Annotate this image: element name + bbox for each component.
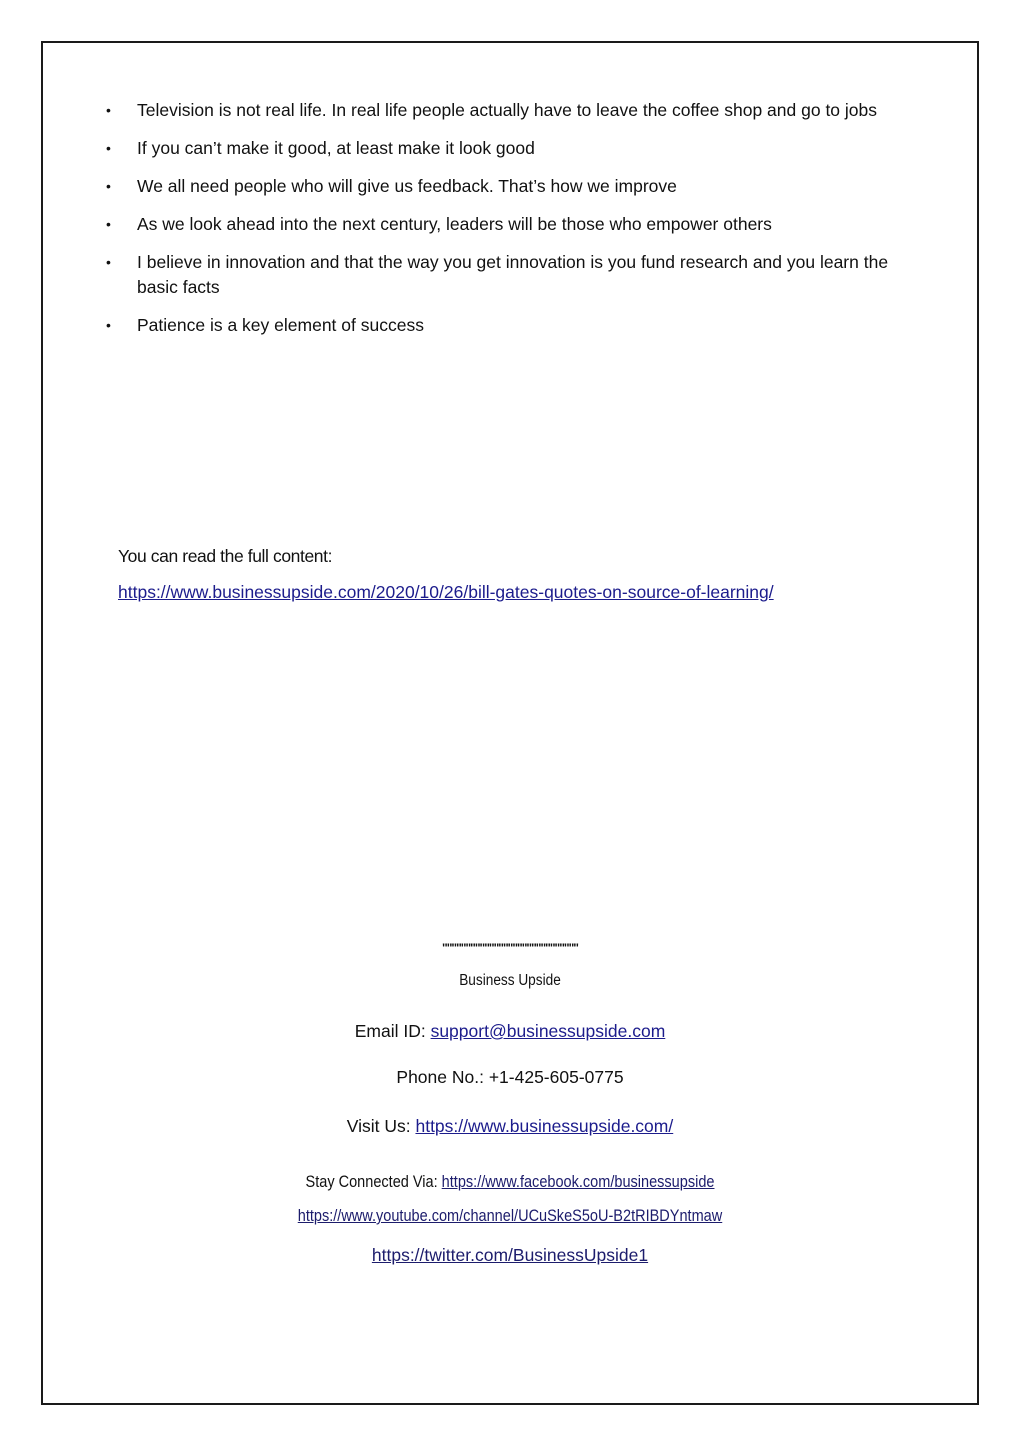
- youtube-link[interactable]: https://www.youtube.com/channel/UCuSkeS5oU-B2tRIBDYntmaw: [297, 1207, 723, 1225]
- company-name: Business Upside: [459, 972, 561, 989]
- bullet-icon: •: [106, 317, 111, 333]
- list-item: [106, 212, 926, 237]
- phone-label: Phone No.:: [396, 1067, 489, 1087]
- website-link[interactable]: https://www.businessupside.com/: [415, 1116, 674, 1136]
- quote-list: [106, 98, 926, 351]
- list-item: [106, 136, 926, 161]
- list-item: [106, 98, 926, 123]
- quote-text: If you can’t make it good, at least make it look good: [137, 138, 535, 158]
- article-link[interactable]: https://www.businessupside.com/2020/10/26/bill-gates-quotes-on-source-of-learning/: [118, 582, 774, 602]
- phone-row: [41, 1064, 979, 1090]
- list-item: [106, 250, 926, 300]
- bullet-icon: •: [106, 140, 111, 156]
- bullet-icon: •: [106, 216, 111, 232]
- list-item: [106, 174, 926, 199]
- bullet-icon: •: [106, 102, 111, 118]
- twitter-row: [41, 1242, 979, 1268]
- footer-divider: """"""""""""""""""""""""""""": [442, 941, 578, 955]
- read-more-label: You can read the full content:: [118, 546, 333, 566]
- list-item: [106, 313, 926, 338]
- email-label: Email ID:: [354, 1021, 431, 1041]
- stay-connected-label: Stay Connected Via:: [305, 1173, 442, 1191]
- quote-text: Patience is a key element of success: [137, 315, 424, 335]
- phone-number: +1-425-605-0775: [488, 1067, 624, 1087]
- bullet-icon: •: [106, 178, 111, 194]
- visit-label: Visit Us:: [346, 1116, 416, 1136]
- quote-text: As we look ahead into the next century, leaders will be those who empower others: [137, 214, 772, 234]
- stay-connected-row: [97, 1170, 922, 1194]
- quote-text: I believe in innovation and that the way you get innovation is you fund research and you learn the basic facts: [137, 252, 889, 297]
- email-link[interactable]: support@businessupside.com: [430, 1021, 666, 1041]
- youtube-row: [97, 1204, 922, 1228]
- quote-text: We all need people who will give us feedback. That’s how we improve: [137, 176, 677, 196]
- email-row: [41, 1018, 979, 1044]
- visit-row: [41, 1113, 979, 1139]
- facebook-link[interactable]: https://www.facebook.com/businessupside: [441, 1173, 715, 1191]
- quote-text: Television is not real life. In real life people actually have to leave the coffee shop and go to jobs: [137, 100, 878, 120]
- bullet-icon: •: [106, 254, 111, 270]
- twitter-link[interactable]: https://twitter.com/BusinessUpside1: [371, 1245, 649, 1265]
